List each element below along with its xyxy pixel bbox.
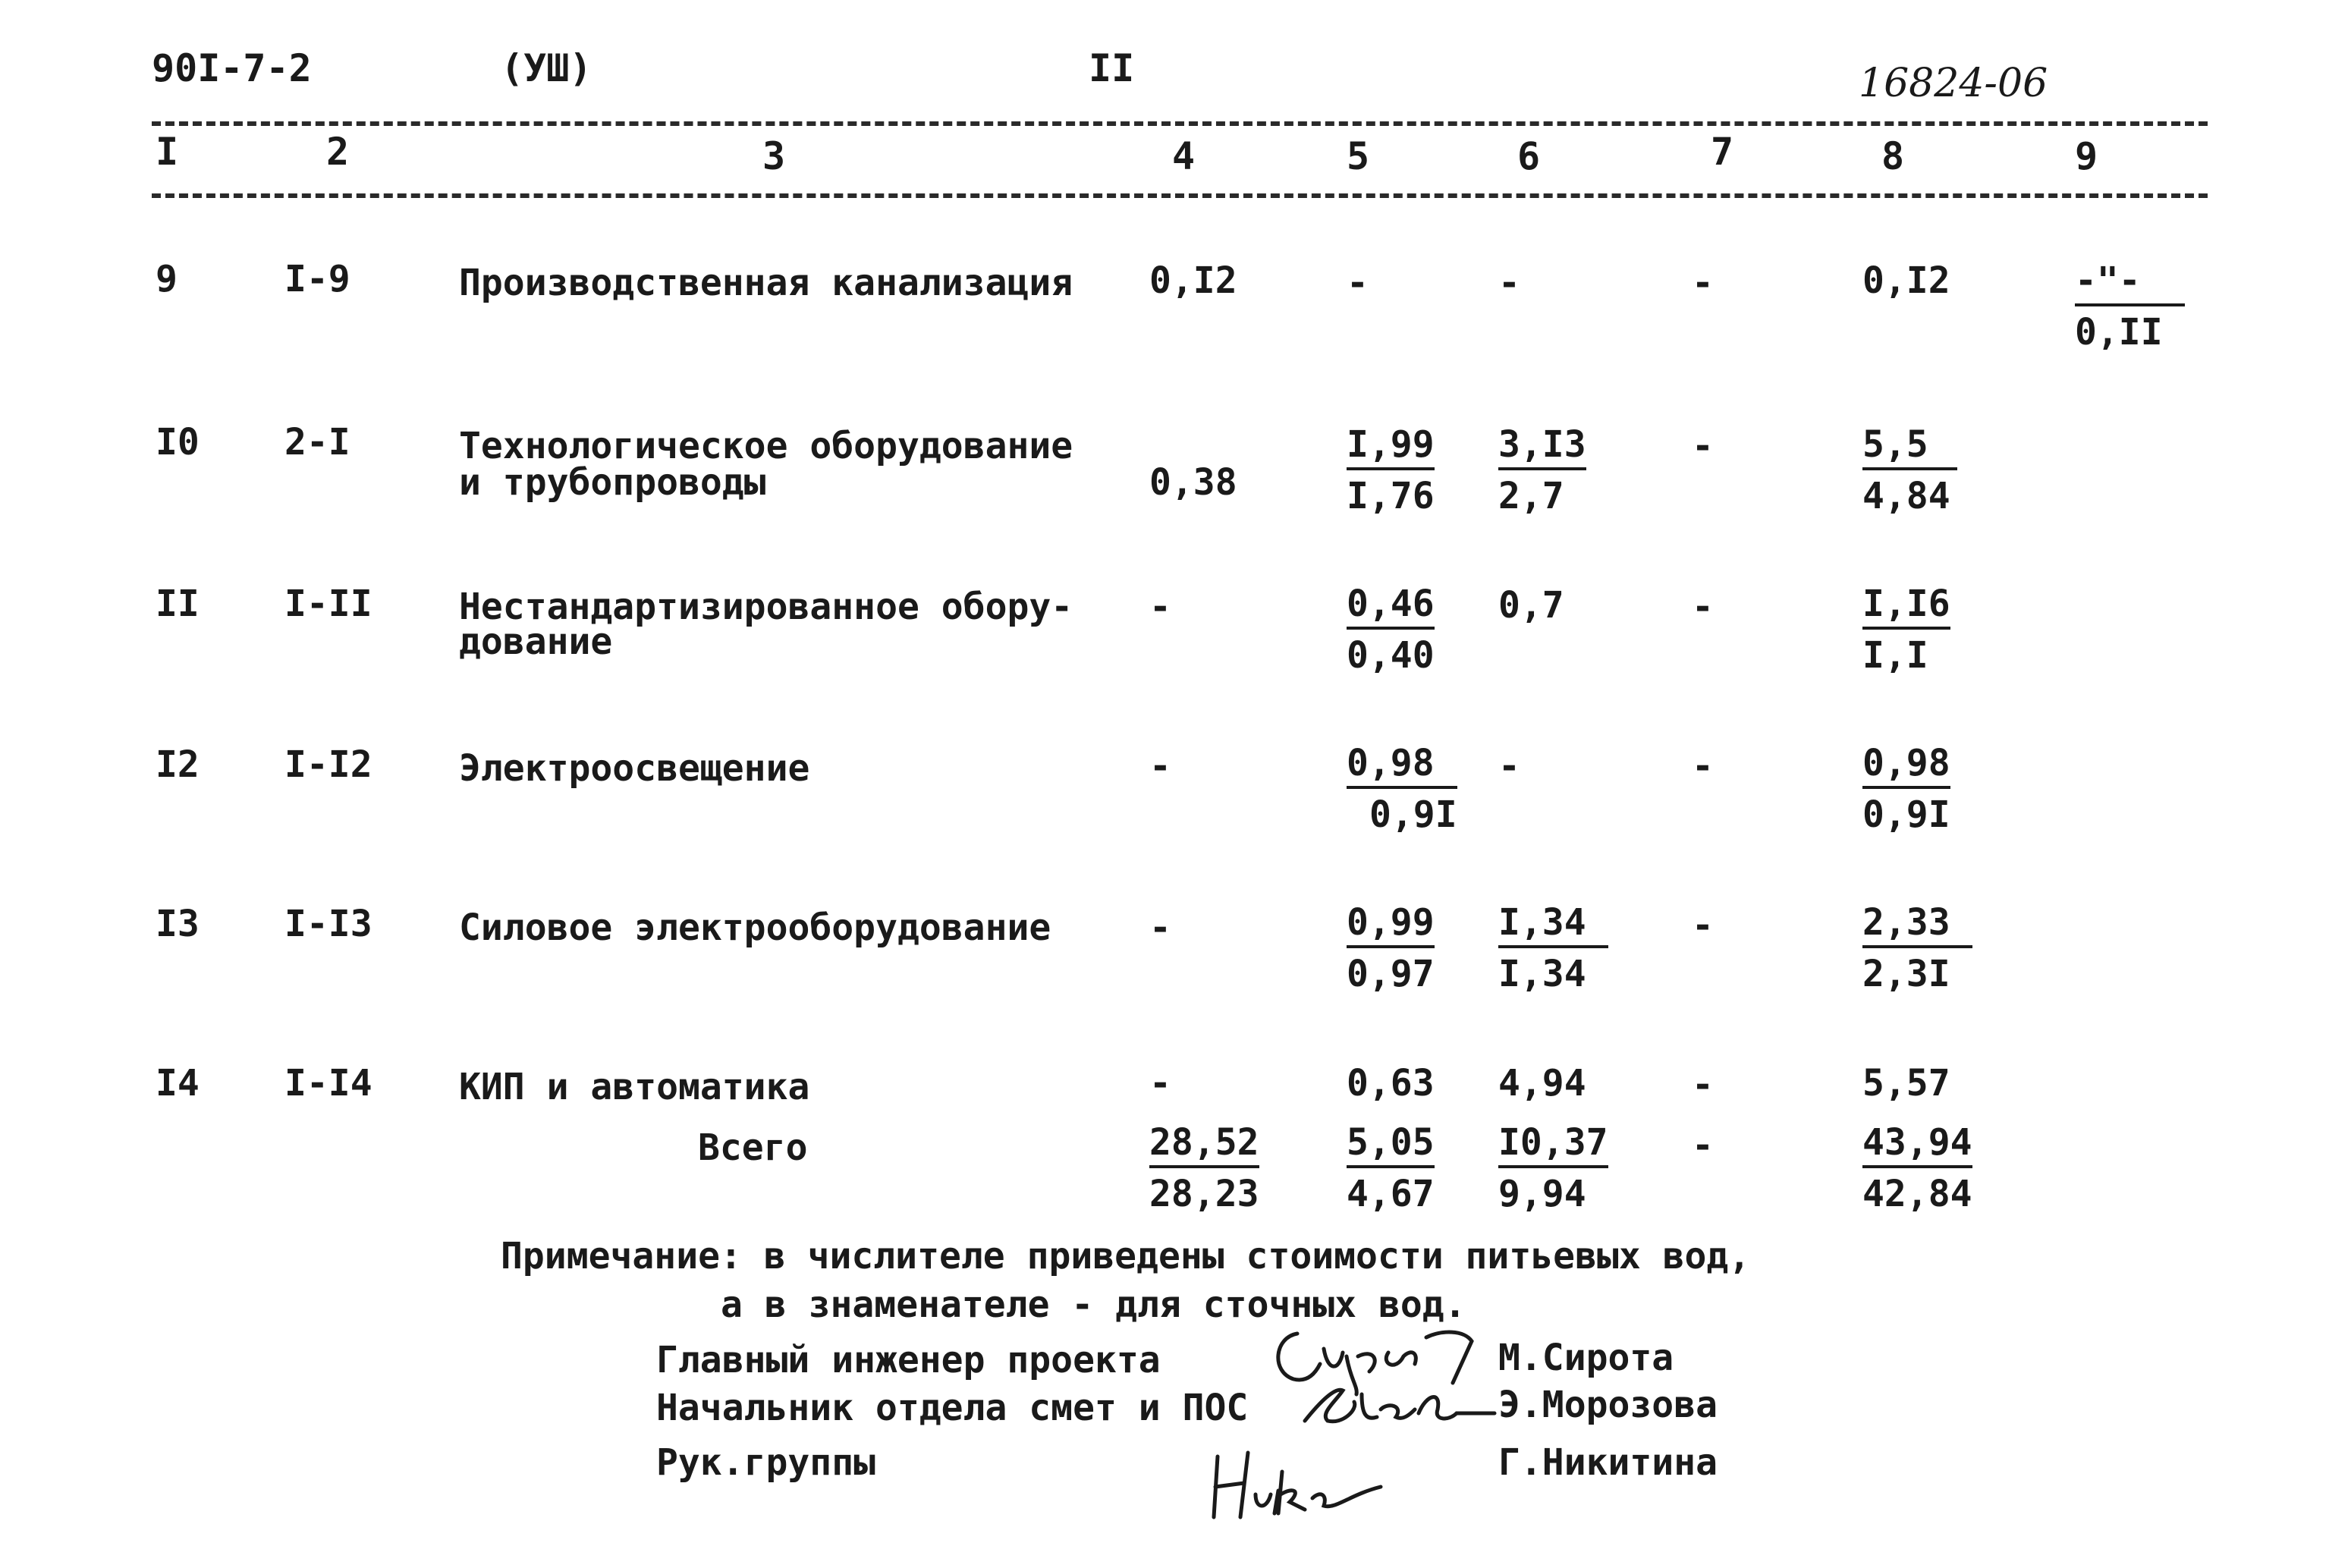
fraction-numerator: -"-	[2075, 259, 2185, 306]
fraction-denominator: 2,7	[1498, 475, 1564, 517]
row-name-line1: Нестандартизированное обору-	[459, 586, 1073, 628]
cell-col5-fraction	[1347, 583, 1435, 677]
cell-col8: 5,57	[1862, 1062, 1950, 1105]
col-header-3: 3	[762, 134, 786, 178]
fraction-numerator: 28,52	[1149, 1121, 1259, 1168]
fraction-numerator: I,34	[1498, 901, 1608, 948]
part-label: (УШ)	[501, 46, 592, 90]
col-header-9: 9	[2075, 134, 2098, 178]
fraction-numerator: 0,46	[1347, 583, 1435, 630]
fraction-denominator: 9,94	[1498, 1173, 1586, 1215]
fraction-denominator: I,76	[1347, 475, 1435, 517]
cell-col6: 4,94	[1498, 1062, 1586, 1105]
fraction-denominator: 2,3I	[1862, 953, 1950, 995]
cell-col8-fraction	[1862, 742, 1950, 836]
fraction-numerator: 3,I3	[1498, 423, 1586, 470]
page-number: II	[1089, 46, 1135, 90]
fraction-denominator: I,I	[1862, 634, 1928, 677]
col-header-2: 2	[326, 130, 350, 174]
signatory-name: Г.Никитина	[1498, 1441, 1718, 1484]
fraction-denominator: 0,9I	[1862, 793, 1950, 836]
cell-col8: 0,I2	[1862, 259, 1950, 302]
total-col7: -	[1692, 1124, 1714, 1167]
total-col6-fraction	[1498, 1121, 1608, 1215]
cell-col7: -	[1692, 262, 1714, 304]
total-col5-fraction	[1347, 1121, 1435, 1215]
total-label: Всего	[698, 1127, 808, 1169]
col-header-8: 8	[1881, 134, 1905, 178]
total-col8-fraction	[1862, 1121, 1972, 1215]
fraction-denominator: 28,23	[1149, 1173, 1259, 1215]
fraction-denominator: 0,9I	[1369, 793, 1457, 836]
row-code: I-I3	[284, 903, 372, 945]
row-name-line1: Технологическое оборудование	[459, 425, 1073, 467]
fraction-denominator: I,34	[1498, 953, 1586, 995]
row-number: II	[156, 583, 200, 625]
fraction-numerator: 0,98	[1862, 742, 1950, 789]
row-name: КИП и автоматика	[459, 1066, 810, 1108]
note-line1: Примечание: в числителе приведены стоимости питьевых вод,	[501, 1235, 1751, 1277]
header-rule-bottom	[152, 193, 2208, 198]
row-code: I-9	[284, 258, 350, 300]
row-number: I0	[156, 421, 200, 463]
col-header-1: I	[156, 130, 179, 174]
cell-col4: -	[1149, 745, 1171, 787]
signatory-role: Рук.группы	[656, 1441, 875, 1484]
cell-col6: -	[1498, 262, 1520, 304]
cell-col5-fraction	[1347, 742, 1457, 836]
row-name: Силовое электрооборудование	[459, 907, 1051, 949]
signature-image	[1290, 1379, 1517, 1432]
row-code: I-I2	[284, 743, 372, 786]
cell-col4: 0,I2	[1149, 259, 1237, 302]
cell-col9-fraction	[2075, 259, 2185, 354]
fraction-numerator: I0,37	[1498, 1121, 1608, 1168]
fraction-denominator: 42,84	[1862, 1173, 1972, 1215]
signature-image	[1206, 1441, 1403, 1525]
total-col4-fraction	[1149, 1121, 1259, 1215]
cell-col5-fraction	[1347, 901, 1435, 995]
cell-col4: -	[1149, 1062, 1171, 1105]
cell-col6-fraction	[1498, 423, 1586, 517]
fraction-numerator: 0,99	[1347, 901, 1435, 948]
row-number: I2	[156, 743, 200, 786]
cell-col4: 0,38	[1149, 461, 1237, 504]
signatory-name: Э.Морозова	[1498, 1384, 1718, 1426]
cell-col5: 0,63	[1347, 1062, 1435, 1105]
fraction-numerator: 5,5	[1862, 423, 1957, 470]
row-number: I3	[156, 903, 200, 945]
col-header-6: 6	[1517, 134, 1541, 178]
row-code: 2-I	[284, 421, 350, 463]
row-name: Производственная канализация	[459, 262, 1073, 304]
cell-col8-fraction	[1862, 901, 1972, 995]
row-name: Электроосвещение	[459, 747, 810, 790]
cell-col5-fraction	[1347, 423, 1435, 517]
fraction-numerator: I,I6	[1862, 583, 1950, 630]
cell-col6: 0,7	[1498, 584, 1564, 627]
cell-col4: -	[1149, 586, 1171, 628]
fraction-denominator: 0,II	[2075, 311, 2163, 354]
note-line2: а в знаменателе - для сточных вод.	[721, 1284, 1466, 1326]
fraction-denominator: 4,67	[1347, 1173, 1435, 1215]
cell-col7: -	[1692, 904, 1714, 947]
col-header-4: 4	[1172, 134, 1196, 178]
fraction-numerator: 0,98	[1347, 742, 1457, 789]
header-rule-top	[152, 121, 2208, 126]
fraction-denominator: 4,84	[1862, 475, 1950, 517]
fraction-numerator: 2,33	[1862, 901, 1972, 948]
row-code: I-II	[284, 583, 372, 625]
col-header-5: 5	[1347, 134, 1370, 178]
row-number: I4	[156, 1062, 200, 1105]
fraction-numerator: I,99	[1347, 423, 1435, 470]
cell-col7: -	[1692, 1064, 1714, 1106]
fraction-denominator: 0,40	[1347, 634, 1435, 677]
cell-col8-fraction	[1862, 583, 1950, 677]
cell-col8-fraction	[1862, 423, 1957, 517]
row-number: 9	[156, 258, 178, 300]
signatory-role: Главный инженер проекта	[656, 1339, 1161, 1381]
col-header-7: 7	[1711, 130, 1734, 174]
fraction-numerator: 5,05	[1347, 1121, 1435, 1168]
cell-col6: -	[1498, 745, 1520, 787]
row-name-line2: дование	[459, 621, 613, 663]
cell-col5: -	[1347, 262, 1369, 304]
signatory-role: Начальник отдела смет и ПОС	[656, 1387, 1249, 1429]
fraction-denominator: 0,97	[1347, 953, 1435, 995]
fraction-numerator: 43,94	[1862, 1121, 1972, 1168]
series-code: 90I-7-2	[152, 46, 312, 90]
cell-col6-fraction	[1498, 901, 1608, 995]
cell-col7: -	[1692, 586, 1714, 628]
row-name-line2: и трубопроводы	[459, 461, 766, 504]
doc-number: 16824-06	[1859, 61, 2048, 106]
row-code: I-I4	[284, 1062, 372, 1105]
cell-col7: -	[1692, 425, 1714, 467]
cell-col7: -	[1692, 745, 1714, 787]
signatory-name: М.Сирота	[1498, 1337, 1674, 1379]
cell-col4: -	[1149, 907, 1171, 949]
